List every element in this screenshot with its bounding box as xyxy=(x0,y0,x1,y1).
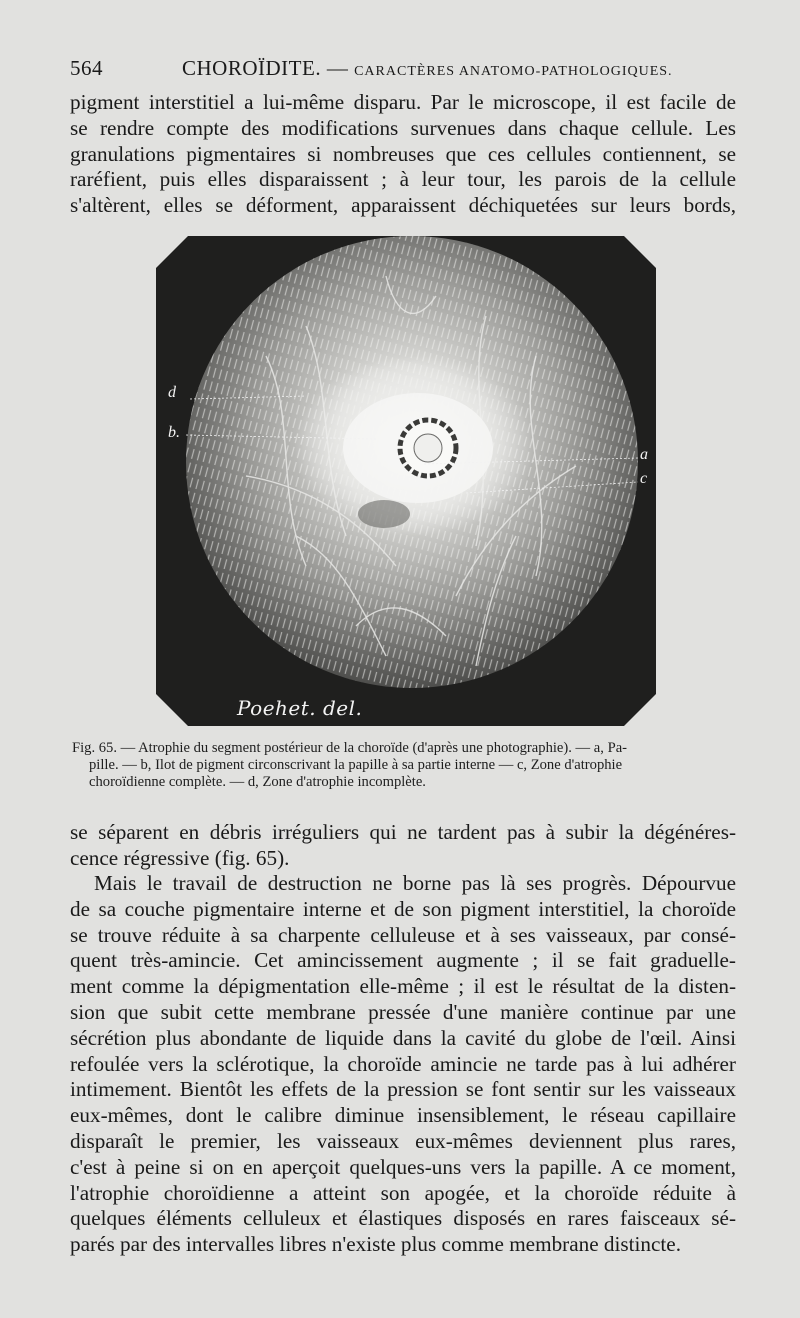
figure-label-c: c xyxy=(640,470,648,487)
paragraph-bottom xyxy=(70,871,736,1258)
text-line: parés par des intervalles libres n'existe plus comme membrane distincte. xyxy=(70,1232,682,1257)
fundus-engraving xyxy=(156,236,656,726)
text-line: quent très-amincie. Cet amincissement augmente ; il se fait graduelle- xyxy=(70,948,736,973)
caption-line: choroïdienne complète. — d, Zone d'atrophie incomplète. xyxy=(89,774,426,790)
header-dash: — xyxy=(326,56,349,80)
caption-line: Fig. 65. — Atrophie du segment postérieur de la choroïde (d'après une photographie). — a, Pa- xyxy=(72,740,628,756)
text-line: disparaît le premier, les vaisseaux eux-mêmes deviennent plus rares, xyxy=(70,1128,736,1153)
text-line: cence régressive (fig. 65). xyxy=(70,845,290,870)
figure-label-d: d xyxy=(168,384,176,401)
text-line: se trouve réduite à sa charpente celluleuse et à ses vaisseaux, par consé- xyxy=(70,922,736,947)
text-line: c'est à peine si on en aperçoit quelques-uns vers la papille. A ce moment, xyxy=(70,1154,736,1179)
text-line: raréfient, puis elles disparaissent ; à leur tour, les parois de la cellule xyxy=(70,167,736,192)
text-line: se rendre compte des modifications survenues dans chaque cellule. Les xyxy=(70,115,736,140)
text-line: sion que subit cette membrane pressée d'une manière continue par une xyxy=(70,999,736,1024)
figure-caption xyxy=(72,740,738,791)
text-line: pigment interstitiel a lui-même disparu. Par le microscope, il est facile de xyxy=(70,90,736,114)
text-line: s'altèrent, elles se déforment, apparaissent déchiquetées sur leurs bords, xyxy=(70,193,736,218)
figure-label-a: a xyxy=(640,446,648,463)
pigment-islet xyxy=(358,500,410,528)
text-line: sécrétion plus abondante de liquide dans la cavité du globe de l'œil. Ainsi xyxy=(70,1025,736,1050)
chapter-title xyxy=(182,56,673,81)
text-line: de sa couche pigmentaire interne et de son pigment interstitiel, la choroïde xyxy=(70,896,736,921)
chapter-subtitle: CARACTÈRES ANATOMO-PATHOLOGIQUES. xyxy=(354,64,673,79)
text-line: ment comme la dépigmentation elle-même ; il est le résultat de la disten- xyxy=(70,974,736,999)
caption-line: pille. — b, Ilot de pigment circonscrivant la papille à sa partie interne — c, Zone d'atrophie xyxy=(89,757,623,773)
text-line: quelques éléments celluleux et élastiques disposés en rares faisceaux sé- xyxy=(70,1206,736,1231)
engraver-signature: Poehet. del. xyxy=(237,696,363,720)
text-line: intimement. Bientôt les effets de la pression se font sentir sur les vaisseaux xyxy=(70,1077,736,1102)
text-line: Mais le travail de destruction ne borne pas là ses progrès. Dépourvue xyxy=(94,871,736,895)
paragraph-mid xyxy=(70,820,736,872)
running-header xyxy=(70,56,740,84)
text-line: granulations pigmentaires si nombreuses que ces cellules contiennent, se xyxy=(70,141,736,166)
text-line: se séparent en débris irréguliers qui ne tardent pas à subir la dégénéres- xyxy=(70,820,736,844)
text-line: l'atrophie choroïdienne a atteint son apogée, et la choroïde réduite à xyxy=(70,1180,736,1205)
text-line: refoulée vers la sclérotique, la choroïde amincie ne tarde pas à lui adhérer xyxy=(70,1051,736,1076)
page-number: 564 xyxy=(70,56,103,80)
figure-label-b: b. xyxy=(168,424,180,441)
chapter-title-main: CHOROÏDITE. xyxy=(182,56,322,80)
figure-65-illustration xyxy=(156,236,656,726)
paragraph-top xyxy=(70,90,736,219)
text-line: eux-mêmes, dont le calibre diminue insensiblement, le réseau capillaire xyxy=(70,1103,736,1128)
